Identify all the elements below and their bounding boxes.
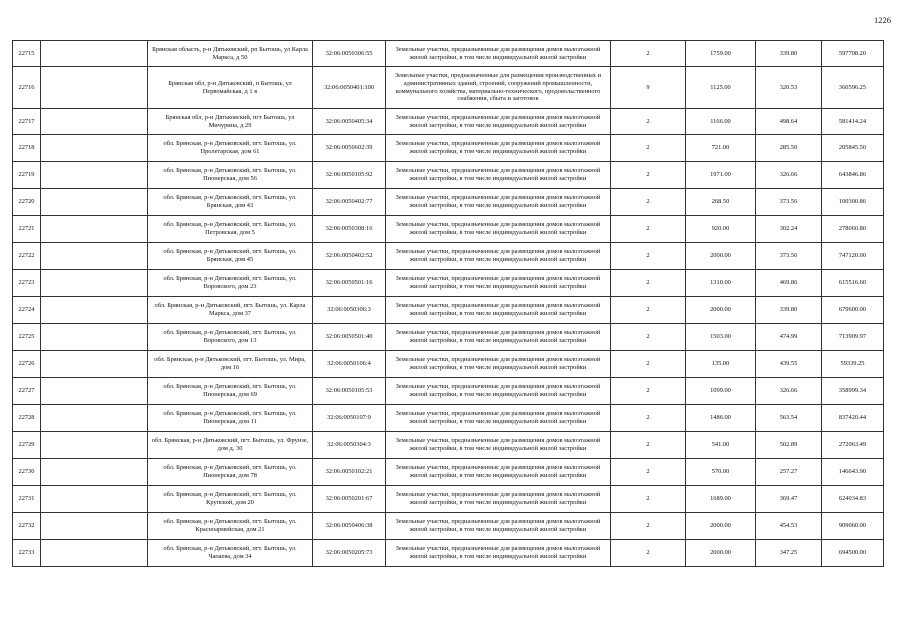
land-use-cell: Земельные участки, предназначенные для размещения домов малоэтажной жилой застройки, в том числе индивидуальной жилой застройки [386, 486, 611, 513]
row-number: 22715 [13, 41, 41, 67]
table-row [13, 189, 884, 216]
address-cell: обл. Брянская, р-н Дятьковский, пгт. Бытошь, ул. Крупской, дом 20 [148, 486, 313, 513]
rate-cell: 502.89 [756, 432, 822, 459]
table-row [13, 162, 884, 189]
address-cell: обл. Брянская, р-н Дятьковский, пгт. Бытошь, ул. Пионерская, дом 11 [148, 405, 313, 432]
area-cell: 2000.00 [686, 297, 756, 324]
land-registry-table [12, 40, 884, 567]
category-cell: 2 [611, 135, 686, 162]
table-row [13, 243, 884, 270]
area-cell: 2000.00 [686, 513, 756, 540]
cadastral-number-cell: 32:06:0050306:55 [313, 41, 386, 67]
cadastral-number-cell: 32:06:0050406:38 [313, 513, 386, 540]
area-cell: 721.00 [686, 135, 756, 162]
address-cell: обл. Брянская, р-н Дятьковский, пгт. Бытошь, ул. Брянская, дом 43 [148, 189, 313, 216]
cadastral-value-cell: 100300.86 [822, 189, 884, 216]
empty-cell [41, 459, 148, 486]
table-row [13, 109, 884, 135]
rate-cell: 285.50 [756, 135, 822, 162]
row-number: 22716 [13, 67, 41, 109]
table-row [13, 378, 884, 405]
cadastral-number-cell: 32:06:0050306:3 [313, 297, 386, 324]
rate-cell: 320.53 [756, 67, 822, 109]
category-cell: 2 [611, 432, 686, 459]
table-row [13, 459, 884, 486]
address-cell: обл. Брянская, р-н Дятьковский, пгт. Бытошь, ул. Фрунзе, дом д. 30 [148, 432, 313, 459]
cadastral-value-cell: 597708.20 [822, 41, 884, 67]
land-use-cell: Земельные участки, предназначенные для размещения домов малоэтажной жилой застройки, в том числе индивидуальной жилой застройки [386, 41, 611, 67]
rate-cell: 454.53 [756, 513, 822, 540]
table-row [13, 297, 884, 324]
empty-cell [41, 189, 148, 216]
cadastral-number-cell: 32:06:0050308:16 [313, 216, 386, 243]
area-cell: 2000.00 [686, 540, 756, 567]
address-cell: обл. Брянская, р-н Дятьковский, пгт. Бытошь, ул. Пионерская, дом 78 [148, 459, 313, 486]
cadastral-number-cell: 32:06:0050304:3 [313, 432, 386, 459]
category-cell: 2 [611, 243, 686, 270]
rate-cell: 326.66 [756, 162, 822, 189]
address-cell: обл. Брянская, р-н Дятьковский, пгт. Бытошь, ул. Пионерская, дом 56 [148, 162, 313, 189]
address-cell: Брянская область, р-н Дятьковский, рп Бытошь, ул Карла Маркса, д 50 [148, 41, 313, 67]
empty-cell [41, 109, 148, 135]
empty-cell [41, 540, 148, 567]
land-use-cell: Земельные участки, предназначенные для размещения домов малоэтажной жилой застройки, в том числе индивидуальной жилой застройки [386, 351, 611, 378]
rate-cell: 474.99 [756, 324, 822, 351]
area-cell: 1503.00 [686, 324, 756, 351]
rate-cell: 439.55 [756, 351, 822, 378]
cadastral-value-cell: 360596.25 [822, 67, 884, 109]
address-cell: обл. Брянская, р-н Дятьковский, пгт. Бытошь, ул. Карла Маркса, дом 37 [148, 297, 313, 324]
cadastral-value-cell: 679600.00 [822, 297, 884, 324]
empty-cell [41, 297, 148, 324]
category-cell: 2 [611, 216, 686, 243]
rate-cell: 257.27 [756, 459, 822, 486]
table-row [13, 324, 884, 351]
area-cell: 1166.00 [686, 109, 756, 135]
rate-cell: 339.80 [756, 297, 822, 324]
empty-cell [41, 41, 148, 67]
area-cell: 1486.00 [686, 405, 756, 432]
table-row [13, 486, 884, 513]
address-cell: обл. Брянская, р-н Дятьковский, пгт. Бытошь, ул. Воровского, дом 13 [148, 324, 313, 351]
land-use-cell: Земельные участки, предназначенные для размещения домов малоэтажной жилой застройки, в том числе индивидуальной жилой застройки [386, 243, 611, 270]
row-number: 22726 [13, 351, 41, 378]
cadastral-number-cell: 32:06:0050501:16 [313, 270, 386, 297]
address-cell: обл. Брянская, р-н Дятьковский, пгт. Бытошь, ул. Пролетарская, дом 61 [148, 135, 313, 162]
area-cell: 2000.00 [686, 243, 756, 270]
row-number: 22723 [13, 270, 41, 297]
category-cell: 2 [611, 459, 686, 486]
cadastral-value-cell: 615516.60 [822, 270, 884, 297]
cadastral-number-cell: 32:06:0050402:52 [313, 243, 386, 270]
table-row [13, 351, 884, 378]
table-body [13, 41, 884, 567]
address-cell: обл. Брянская, р-н Дятьковский, пгт. Бытошь, ул. Воровского, дом 23 [148, 270, 313, 297]
table-row [13, 432, 884, 459]
row-number: 22718 [13, 135, 41, 162]
row-number: 22721 [13, 216, 41, 243]
land-use-cell: Земельные участки, предназначенные для размещения домов малоэтажной жилой застройки, в том числе индивидуальной жилой застройки [386, 405, 611, 432]
cadastral-number-cell: 32:06:0050102:21 [313, 459, 386, 486]
category-cell: 2 [611, 41, 686, 67]
table-row [13, 41, 884, 67]
category-cell: 2 [611, 324, 686, 351]
address-cell: обл. Брянская, р-н Дятьковский, пгт. Бытошь, ул. Чапаева, дом 34 [148, 540, 313, 567]
land-use-cell: Земельные участки, предназначенные для размещения домов малоэтажной жилой застройки, в том числе индивидуальной жилой застройки [386, 162, 611, 189]
row-number: 22728 [13, 405, 41, 432]
category-cell: 2 [611, 189, 686, 216]
address-cell: обл. Брянская, р-н Дятьковский, пгт. Бытошь, ул. Петровская, дом 5 [148, 216, 313, 243]
rate-cell: 469.86 [756, 270, 822, 297]
category-cell: 2 [611, 405, 686, 432]
category-cell: 9 [611, 67, 686, 109]
row-number: 22731 [13, 486, 41, 513]
cadastral-number-cell: 32:06:0050105:53 [313, 378, 386, 405]
row-number: 22725 [13, 324, 41, 351]
area-cell: 1099.00 [686, 378, 756, 405]
address-cell: обл. Брянская, р-н Дятьковский, пгт. Бытошь, ул. Красноармейская, дом 21 [148, 513, 313, 540]
area-cell: 570.00 [686, 459, 756, 486]
land-use-cell: Земельные участки, предназначенные для размещения домов малоэтажной жилой застройки, в том числе индивидуальной жилой застройки [386, 135, 611, 162]
cadastral-number-cell: 32:06:0050205:73 [313, 540, 386, 567]
cadastral-value-cell: 581414.24 [822, 109, 884, 135]
cadastral-number-cell: 32:06:0050402:77 [313, 189, 386, 216]
category-cell: 2 [611, 109, 686, 135]
cadastral-value-cell: 272063.49 [822, 432, 884, 459]
empty-cell [41, 513, 148, 540]
land-use-cell: Земельные участки, предназначенные для размещения домов малоэтажной жилой застройки, в том числе индивидуальной жилой застройки [386, 513, 611, 540]
area-cell: 1310.00 [686, 270, 756, 297]
empty-cell [41, 135, 148, 162]
category-cell: 2 [611, 351, 686, 378]
row-number: 22722 [13, 243, 41, 270]
cadastral-value-cell: 747120.00 [822, 243, 884, 270]
address-cell: обл. Брянская, р-н Дятьковский, пгт. Бытошь, ул. Мира, дом 16 [148, 351, 313, 378]
empty-cell [41, 162, 148, 189]
rate-cell: 498.64 [756, 109, 822, 135]
rate-cell: 373.56 [756, 189, 822, 216]
row-number: 22732 [13, 513, 41, 540]
rate-cell: 339.80 [756, 41, 822, 67]
area-cell: 135.00 [686, 351, 756, 378]
empty-cell [41, 216, 148, 243]
empty-cell [41, 405, 148, 432]
cadastral-number-cell: 32:06:0050602:39 [313, 135, 386, 162]
area-cell: 1759.00 [686, 41, 756, 67]
cadastral-value-cell: 146643.90 [822, 459, 884, 486]
cadastral-value-cell: 278060.80 [822, 216, 884, 243]
category-cell: 2 [611, 513, 686, 540]
category-cell: 2 [611, 486, 686, 513]
rate-cell: 347.25 [756, 540, 822, 567]
table-row [13, 216, 884, 243]
cadastral-value-cell: 205845.50 [822, 135, 884, 162]
land-use-cell: Земельные участки, предназначенные для размещения производственных и административных зданий, строений, сооружений промышленности, коммунального хозяйства, материально-технического, продовольственного снабжения, сбыта и заготовок [386, 67, 611, 109]
land-use-cell: Земельные участки, предназначенные для размещения домов малоэтажной жилой застройки, в том числе индивидуальной жилой застройки [386, 324, 611, 351]
area-cell: 1971.00 [686, 162, 756, 189]
table-row [13, 540, 884, 567]
empty-cell [41, 67, 148, 109]
cadastral-value-cell: 358999.34 [822, 378, 884, 405]
row-number: 22717 [13, 109, 41, 135]
address-cell: Брянская обл, р-н Дятьковский, пгт Бытошь, ул Мичурина, д 29 [148, 109, 313, 135]
cadastral-value-cell: 59339.25 [822, 351, 884, 378]
cadastral-value-cell: 713909.97 [822, 324, 884, 351]
category-cell: 2 [611, 378, 686, 405]
cadastral-value-cell: 624034.83 [822, 486, 884, 513]
table-row [13, 67, 884, 109]
empty-cell [41, 486, 148, 513]
address-cell: обл. Брянская, р-н Дятьковский, пгт. Бытошь, ул. Пионерская, дом 69 [148, 378, 313, 405]
land-use-cell: Земельные участки, предназначенные для размещения домов малоэтажной жилой застройки, в том числе индивидуальной жилой застройки [386, 109, 611, 135]
rate-cell: 373.56 [756, 243, 822, 270]
area-cell: 920.00 [686, 216, 756, 243]
table-row [13, 405, 884, 432]
table-row [13, 270, 884, 297]
land-use-cell: Земельные участки, предназначенные для размещения домов малоэтажной жилой застройки, в том числе индивидуальной жилой застройки [386, 189, 611, 216]
land-use-cell: Земельные участки, предназначенные для размещения домов малоэтажной жилой застройки, в том числе индивидуальной жилой застройки [386, 378, 611, 405]
area-cell: 268.50 [686, 189, 756, 216]
rate-cell: 302.24 [756, 216, 822, 243]
row-number: 22730 [13, 459, 41, 486]
cadastral-number-cell: 32:06:0050106:4 [313, 351, 386, 378]
empty-cell [41, 432, 148, 459]
category-cell: 2 [611, 297, 686, 324]
rate-cell: 326.66 [756, 378, 822, 405]
land-use-cell: Земельные участки, предназначенные для размещения домов малоэтажной жилой застройки, в том числе индивидуальной жилой застройки [386, 297, 611, 324]
table-row [13, 513, 884, 540]
cadastral-number-cell: 32:06:0050201:67 [313, 486, 386, 513]
cadastral-value-cell: 694500.00 [822, 540, 884, 567]
cadastral-value-cell: 643846.86 [822, 162, 884, 189]
cadastral-number-cell: 32:06:0050405:34 [313, 109, 386, 135]
cadastral-value-cell: 909060.00 [822, 513, 884, 540]
empty-cell [41, 324, 148, 351]
cadastral-value-cell: 837420.44 [822, 405, 884, 432]
row-number: 22724 [13, 297, 41, 324]
page-number: 1226 [874, 15, 891, 25]
address-cell: обл. Брянская, р-н Дятьковский, пгт. Бытошь, ул. Брянская, дом 45 [148, 243, 313, 270]
category-cell: 2 [611, 270, 686, 297]
land-use-cell: Земельные участки, предназначенные для размещения домов малоэтажной жилой застройки, в том числе индивидуальной жилой застройки [386, 459, 611, 486]
land-use-cell: Земельные участки, предназначенные для размещения домов малоэтажной жилой застройки, в том числе индивидуальной жилой застройки [386, 540, 611, 567]
row-number: 22727 [13, 378, 41, 405]
empty-cell [41, 270, 148, 297]
land-use-cell: Земельные участки, предназначенные для размещения домов малоэтажной жилой застройки, в том числе индивидуальной жилой застройки [386, 270, 611, 297]
cadastral-number-cell: 32:06:0050105:92 [313, 162, 386, 189]
row-number: 22720 [13, 189, 41, 216]
row-number: 22729 [13, 432, 41, 459]
row-number: 22733 [13, 540, 41, 567]
address-cell: Брянская обл, р-н Дятьковский, п Бытошь, ул Первомайская, д 1 в [148, 67, 313, 109]
area-cell: 1125.00 [686, 67, 756, 109]
area-cell: 541.00 [686, 432, 756, 459]
cadastral-number-cell: 32:06:0050107:9 [313, 405, 386, 432]
rate-cell: 563.54 [756, 405, 822, 432]
category-cell: 2 [611, 162, 686, 189]
row-number: 22719 [13, 162, 41, 189]
area-cell: 1689.00 [686, 486, 756, 513]
rate-cell: 369.47 [756, 486, 822, 513]
table-row [13, 135, 884, 162]
empty-cell [41, 243, 148, 270]
empty-cell [41, 378, 148, 405]
land-use-cell: Земельные участки, предназначенные для размещения домов малоэтажной жилой застройки, в том числе индивидуальной жилой застройки [386, 216, 611, 243]
cadastral-number-cell: 32:06:0050401:100 [313, 67, 386, 109]
category-cell: 2 [611, 540, 686, 567]
cadastral-number-cell: 32:06:0050501:40 [313, 324, 386, 351]
empty-cell [41, 351, 148, 378]
land-use-cell: Земельные участки, предназначенные для размещения домов малоэтажной жилой застройки, в том числе индивидуальной жилой застройки [386, 432, 611, 459]
